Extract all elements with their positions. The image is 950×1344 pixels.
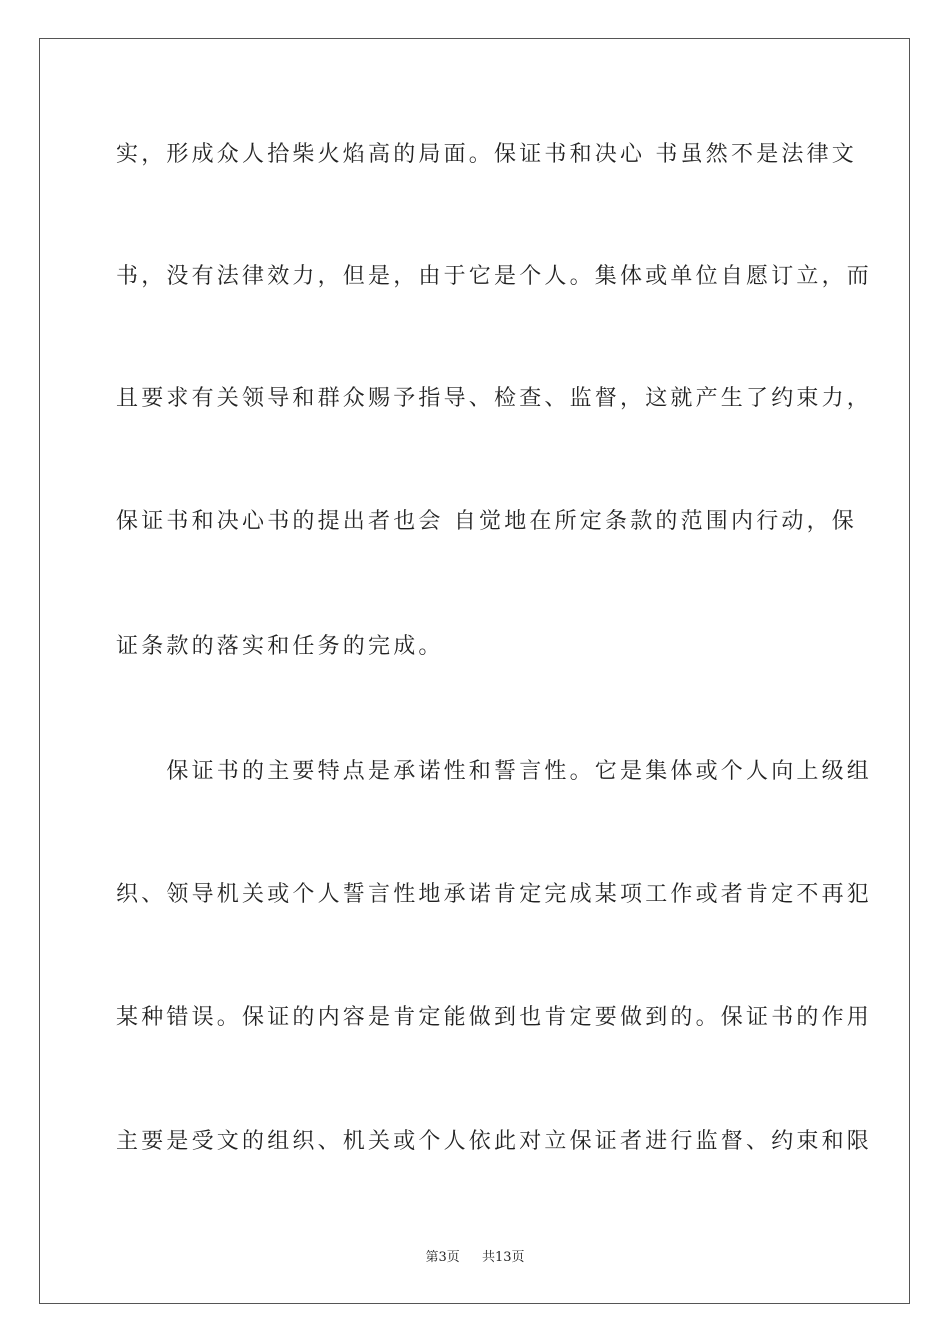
- page-border: [39, 38, 910, 1304]
- body-text-line: 保证书和决心书的提出者也会 自觉地在所定条款的范围内行动，保: [116, 509, 857, 534]
- body-text-line: 书，没有法律效力，但是，由于它是个人。集体或单位自愿订立，而: [116, 264, 873, 289]
- body-text-line: 证条款的落实和任务的完成。: [116, 634, 444, 659]
- body-text-line: 且要求有关领导和群众赐予指导、检查、监督，这就产生了约束力，: [116, 386, 873, 411]
- body-text-line: 某种错误。保证的内容是肯定能做到也肯定要做到的。保证书的作用: [116, 1005, 873, 1030]
- page-number-current: 第3页: [425, 1250, 460, 1265]
- body-text-line: 实，形成众人拾柴火焰高的局面。保证书和决心 书虽然不是法律文: [116, 142, 857, 167]
- page-footer: [0, 1246, 950, 1265]
- body-text-line: 保证书的主要特点是承诺性和誓言性。它是集体或个人向上级组: [116, 759, 873, 784]
- body-text-line: 织、领导机关或个人誓言性地承诺肯定完成某项工作或者肯定不再犯: [116, 882, 873, 907]
- body-text-line: 主要是受文的组织、机关或个人依此对立保证者进行监督、约束和限: [116, 1129, 873, 1154]
- page-number-total: 共13页: [482, 1250, 525, 1265]
